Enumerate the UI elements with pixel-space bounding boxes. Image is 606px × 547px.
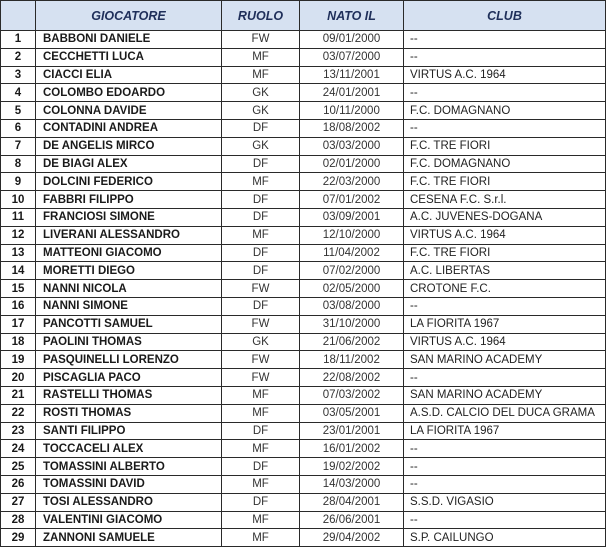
row-number: 10	[1, 191, 36, 209]
player-role: DF	[222, 191, 300, 209]
row-number: 8	[1, 155, 36, 173]
player-role: FW	[222, 369, 300, 387]
row-number: 5	[1, 102, 36, 120]
birth-date: 03/07/2000	[300, 48, 404, 66]
row-number: 13	[1, 244, 36, 262]
player-club: CROTONE F.C.	[404, 280, 606, 298]
player-name: COLONNA DAVIDE	[36, 102, 222, 120]
header-role: RUOLO	[222, 1, 300, 31]
row-number: 16	[1, 297, 36, 315]
player-club: A.S.D. CALCIO DEL DUCA GRAMA	[404, 404, 606, 422]
player-name: BABBONI DANIELE	[36, 31, 222, 49]
table-row	[1, 102, 606, 120]
table-row	[1, 191, 606, 209]
table-row	[1, 369, 606, 387]
table-row	[1, 315, 606, 333]
birth-date: 03/05/2001	[300, 404, 404, 422]
player-role: GK	[222, 102, 300, 120]
player-role: MF	[222, 529, 300, 547]
player-name: ZANNONI SAMUELE	[36, 529, 222, 547]
table-row	[1, 422, 606, 440]
player-name: COLOMBO EDOARDO	[36, 84, 222, 102]
player-name: LIVERANI ALESSANDRO	[36, 226, 222, 244]
table-row	[1, 333, 606, 351]
player-name: TOMASSINI DAVID	[36, 475, 222, 493]
table-row	[1, 351, 606, 369]
player-club: --	[404, 297, 606, 315]
table-row	[1, 244, 606, 262]
table-row	[1, 297, 606, 315]
player-name: DE ANGELIS MIRCO	[36, 137, 222, 155]
player-role: MF	[222, 173, 300, 191]
birth-date: 07/02/2000	[300, 262, 404, 280]
player-club: --	[404, 475, 606, 493]
row-number: 26	[1, 475, 36, 493]
player-name: CIACCI ELIA	[36, 66, 222, 84]
roster-body	[1, 31, 606, 547]
player-club: SAN MARINO ACADEMY	[404, 386, 606, 404]
player-role: GK	[222, 333, 300, 351]
player-role: MF	[222, 386, 300, 404]
birth-date: 26/06/2001	[300, 511, 404, 529]
birth-date: 24/01/2001	[300, 84, 404, 102]
player-name: TOCCACELI ALEX	[36, 440, 222, 458]
player-club: F.C. DOMAGNANO	[404, 102, 606, 120]
birth-date: 18/11/2002	[300, 351, 404, 369]
player-club: --	[404, 119, 606, 137]
birth-date: 29/04/2002	[300, 529, 404, 547]
player-role: MF	[222, 48, 300, 66]
birth-date: 07/03/2002	[300, 386, 404, 404]
player-role: DF	[222, 422, 300, 440]
row-number: 22	[1, 404, 36, 422]
player-club: VIRTUS A.C. 1964	[404, 226, 606, 244]
table-row	[1, 386, 606, 404]
birth-date: 02/05/2000	[300, 280, 404, 298]
table-row	[1, 137, 606, 155]
player-role: MF	[222, 475, 300, 493]
table-row	[1, 119, 606, 137]
player-role: MF	[222, 404, 300, 422]
player-club: SAN MARINO ACADEMY	[404, 351, 606, 369]
player-name: CECCHETTI LUCA	[36, 48, 222, 66]
row-number: 7	[1, 137, 36, 155]
row-number: 9	[1, 173, 36, 191]
player-club: A.C. JUVENES-DOGANA	[404, 208, 606, 226]
table-row	[1, 226, 606, 244]
player-name: PASQUINELLI LORENZO	[36, 351, 222, 369]
birth-date: 10/11/2000	[300, 102, 404, 120]
player-club: S.P. CAILUNGO	[404, 529, 606, 547]
player-name: VALENTINI GIACOMO	[36, 511, 222, 529]
table-row	[1, 48, 606, 66]
player-role: FW	[222, 280, 300, 298]
player-club: LA FIORITA 1967	[404, 422, 606, 440]
row-number: 20	[1, 369, 36, 387]
player-role: DF	[222, 262, 300, 280]
table-row	[1, 511, 606, 529]
player-name: DOLCINI FEDERICO	[36, 173, 222, 191]
table-row	[1, 262, 606, 280]
birth-date: 23/01/2001	[300, 422, 404, 440]
player-club: A.C. LIBERTAS	[404, 262, 606, 280]
birth-date: 03/03/2000	[300, 137, 404, 155]
player-role: GK	[222, 84, 300, 102]
row-number: 4	[1, 84, 36, 102]
birth-date: 03/09/2001	[300, 208, 404, 226]
row-number: 18	[1, 333, 36, 351]
row-number: 17	[1, 315, 36, 333]
row-number: 28	[1, 511, 36, 529]
row-number: 3	[1, 66, 36, 84]
header-club: CLUB	[404, 1, 606, 31]
header-row	[1, 1, 606, 31]
player-name: MATTEONI GIACOMO	[36, 244, 222, 262]
row-number: 11	[1, 208, 36, 226]
player-role: FW	[222, 315, 300, 333]
row-number: 1	[1, 31, 36, 49]
player-role: MF	[222, 226, 300, 244]
row-number: 6	[1, 119, 36, 137]
row-number: 23	[1, 422, 36, 440]
player-club: VIRTUS A.C. 1964	[404, 66, 606, 84]
birth-date: 22/03/2000	[300, 173, 404, 191]
player-role: FW	[222, 31, 300, 49]
player-role: DF	[222, 208, 300, 226]
player-role: MF	[222, 511, 300, 529]
birth-date: 14/03/2000	[300, 475, 404, 493]
row-number: 27	[1, 493, 36, 511]
player-club: F.C. DOMAGNANO	[404, 155, 606, 173]
player-role: GK	[222, 137, 300, 155]
birth-date: 03/08/2000	[300, 297, 404, 315]
header-player: GIOCATORE	[36, 1, 222, 31]
player-name: TOMASSINI ALBERTO	[36, 458, 222, 476]
row-number: 19	[1, 351, 36, 369]
player-role: FW	[222, 351, 300, 369]
player-club: --	[404, 458, 606, 476]
header-number	[1, 1, 36, 31]
table-row	[1, 31, 606, 49]
player-name: DE BIAGI ALEX	[36, 155, 222, 173]
player-role: DF	[222, 244, 300, 262]
player-name: NANNI SIMONE	[36, 297, 222, 315]
row-number: 29	[1, 529, 36, 547]
birth-date: 18/08/2002	[300, 119, 404, 137]
birth-date: 16/01/2002	[300, 440, 404, 458]
row-number: 2	[1, 48, 36, 66]
player-club: LA FIORITA 1967	[404, 315, 606, 333]
table-row	[1, 458, 606, 476]
player-name: NANNI NICOLA	[36, 280, 222, 298]
birth-date: 22/08/2002	[300, 369, 404, 387]
player-name: PISCAGLIA PACO	[36, 369, 222, 387]
player-name: FABBRI FILIPPO	[36, 191, 222, 209]
row-number: 15	[1, 280, 36, 298]
birth-date: 12/10/2000	[300, 226, 404, 244]
player-name: TOSI ALESSANDRO	[36, 493, 222, 511]
birth-date: 11/04/2002	[300, 244, 404, 262]
player-name: ROSTI THOMAS	[36, 404, 222, 422]
birth-date: 28/04/2001	[300, 493, 404, 511]
row-number: 14	[1, 262, 36, 280]
player-club: --	[404, 84, 606, 102]
table-row	[1, 208, 606, 226]
player-club: --	[404, 440, 606, 458]
row-number: 25	[1, 458, 36, 476]
table-row	[1, 84, 606, 102]
table-row	[1, 173, 606, 191]
row-number: 24	[1, 440, 36, 458]
player-club: --	[404, 48, 606, 66]
player-role: DF	[222, 458, 300, 476]
player-club: F.C. TRE FIORI	[404, 173, 606, 191]
player-role: DF	[222, 155, 300, 173]
player-club: S.S.D. VIGASIO	[404, 493, 606, 511]
table-row	[1, 529, 606, 547]
player-role: DF	[222, 119, 300, 137]
player-club: F.C. TRE FIORI	[404, 137, 606, 155]
birth-date: 09/01/2000	[300, 31, 404, 49]
player-name: MORETTI DIEGO	[36, 262, 222, 280]
player-name: PAOLINI THOMAS	[36, 333, 222, 351]
player-name: CONTADINI ANDREA	[36, 119, 222, 137]
birth-date: 19/02/2002	[300, 458, 404, 476]
table-row	[1, 493, 606, 511]
birth-date: 13/11/2001	[300, 66, 404, 84]
table-row	[1, 280, 606, 298]
player-club: --	[404, 369, 606, 387]
player-club: VIRTUS A.C. 1964	[404, 333, 606, 351]
player-name: PANCOTTI SAMUEL	[36, 315, 222, 333]
header-born: NATO IL	[300, 1, 404, 31]
table-row	[1, 440, 606, 458]
player-name: RASTELLI THOMAS	[36, 386, 222, 404]
birth-date: 31/10/2000	[300, 315, 404, 333]
table-row	[1, 155, 606, 173]
row-number: 12	[1, 226, 36, 244]
player-club: F.C. TRE FIORI	[404, 244, 606, 262]
player-name: FRANCIOSI SIMONE	[36, 208, 222, 226]
table-row	[1, 475, 606, 493]
player-club: CESENA F.C. S.r.l.	[404, 191, 606, 209]
birth-date: 02/01/2000	[300, 155, 404, 173]
player-role: MF	[222, 66, 300, 84]
player-club: --	[404, 511, 606, 529]
player-role: MF	[222, 440, 300, 458]
player-name: SANTI FILIPPO	[36, 422, 222, 440]
player-role: DF	[222, 297, 300, 315]
player-role: DF	[222, 493, 300, 511]
birth-date: 21/06/2002	[300, 333, 404, 351]
birth-date: 07/01/2002	[300, 191, 404, 209]
row-number: 21	[1, 386, 36, 404]
table-row	[1, 66, 606, 84]
player-club: --	[404, 31, 606, 49]
table-row	[1, 404, 606, 422]
